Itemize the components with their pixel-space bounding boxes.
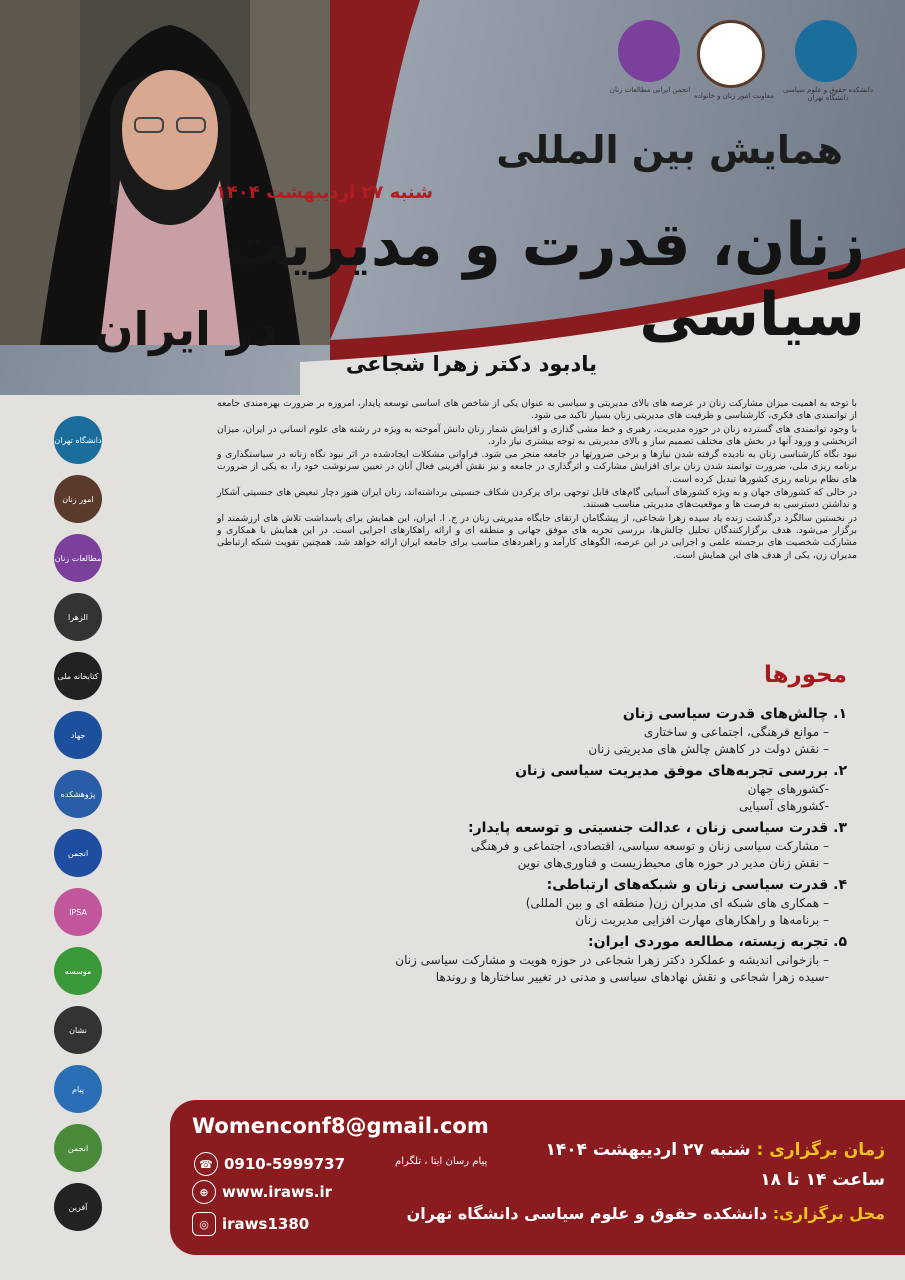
- axis-heading: ۳. قدرت سیاسی زنان ، عدالت جنسیتی و توسعه پایدار:: [467, 820, 847, 836]
- event-place-label: محل برگزاری:: [772, 1204, 885, 1223]
- intro-paragraph: نبود نگاه کارشناسی زنان به نادیده گرفته شدن نیازها و برخی ضرورتها در جامعه منجر می شود. فراوانی مشکلات ایجادشده در اثر نبود نگاه زنانه در سیاستگذاری و برنامه ریزی ملی، ضرورت توانمند شدن زنان برای افزایش مشارکت و اثرگذاری در جامعه و نیز نقش آفرینی فعال آنان در تعیین سرنوشت خود را، به یکی از ضرورت های نظام برنامه ریزی کشورها تبدیل کرده است.: [217, 449, 857, 485]
- iranian-womens-studies-logo: [54, 534, 102, 582]
- axis-item: – بازخوانی اندیشه و عملکرد دکتر زهرا شجاعی در حوزه هویت و مشارکت سیاسی زنان: [395, 953, 829, 967]
- axis-item: – برنامه‌ها و راهکارهای مهارت افزایی مدیریت زنان: [575, 913, 829, 927]
- phone-note: پیام رسان ایتا ، تلگرام: [395, 1156, 488, 1167]
- women-family-affairs-logo: [54, 475, 102, 523]
- axis-heading: ۱. چالش‌های قدرت سیاسی زنان: [622, 706, 847, 722]
- intro-paragraph: با وجود توانمندی های گسترده زنان در حوزه مدیریت، رهبری و خط مشی گذاری و افزایش شمار زنان دانش آموخته به ویژه در رشته های علوم انسانی در ایران، میزان اثربخشی و ورود آنها در بخش های مختلف تصمیم ساز و بالای مدیریتی به توجه بیشتری نیاز دارد.: [217, 423, 857, 447]
- axis-section: [287, 934, 847, 984]
- event-time-label: زمان برگزاری :: [756, 1140, 885, 1160]
- memorial-heading: یادبود دکتر زهرا شجاعی: [345, 352, 597, 376]
- sponsor-logo-label: پیام: [71, 1084, 85, 1094]
- intro-paragraph: با توجه به اهمیت میزان مشارکت زنان در عرصه های بالای مدیریتی و سیاسی به عنوان یکی از شاخص های اساسی توسعه پایدار، امروزه بر ضرورت بهره‌مندی جامعه از توانمندی های فکری، کارشناسی و ظرفیت های مدیریتی زنان بسیار تاکید می شود.: [217, 398, 857, 422]
- axis-item: – همکاری های شبکه ای مدیران زن( منطقه ای و بین المللی): [525, 896, 829, 910]
- sponsor-logo-label: انجمن: [67, 848, 89, 858]
- sponsor-logo-label: دانشگاه تهران: [54, 435, 102, 445]
- footer-info-bar: [170, 1100, 905, 1255]
- contact-email[interactable]: Womenconf8@gmail.com: [192, 1114, 489, 1138]
- green-association-logo: [54, 1124, 102, 1172]
- sponsor-logos-column: [52, 416, 102, 1242]
- sponsor-logo-label: مطالعات زنان: [54, 553, 102, 563]
- hero-banner: [0, 0, 905, 395]
- research-institute-logo: [54, 770, 102, 818]
- conference-title-line1: همایش بین المللی: [496, 128, 843, 172]
- conference-title-line2: زنان، قدرت و مدیریت سیاسی: [224, 210, 865, 350]
- conference-title-line3: در ایران: [94, 302, 277, 356]
- women-affairs-logo-top: [697, 20, 765, 88]
- sponsor-logo-label: امور زنان: [62, 494, 94, 504]
- women-affairs-logo-caption: معاونت امور زنان و خانواده: [694, 92, 774, 100]
- university-of-tehran-logo-top: [795, 20, 857, 82]
- axis-heading: ۴. قدرت سیاسی زنان و شبکه‌های ارتباطی:: [546, 877, 847, 893]
- sponsor-logo-label: IPSA: [69, 907, 87, 917]
- axis-section: [287, 706, 847, 756]
- axis-section: [287, 877, 847, 927]
- axis-heading: ۵. تجربه زیسته، مطالعه موردی ایران:: [588, 934, 847, 950]
- event-place: [407, 1204, 885, 1223]
- website-url: www.iraws.ir: [222, 1183, 332, 1201]
- axis-item: -کشورهای جهان: [747, 782, 829, 796]
- contact-website[interactable]: [192, 1180, 332, 1204]
- cultural-studies-association-logo: [54, 829, 102, 877]
- event-time: [545, 1140, 885, 1160]
- sponsor-logo-label: نشان: [69, 1025, 87, 1035]
- axis-item: – مشارکت سیاسی زنان و توسعه سیاسی، اقتصادی، اجتماعی و فرهنگی: [470, 839, 829, 853]
- calligraphy-logo-2: [54, 1183, 102, 1231]
- sponsor-logo-label: الزهرا: [68, 612, 88, 622]
- axis-section: [287, 820, 847, 870]
- axis-item: – موانع فرهنگی، اجتماعی و ساختاری: [643, 725, 829, 739]
- university-logo-caption: دانشکده حقوق و علوم سیاسی دانشگاه تهران: [783, 86, 873, 102]
- womens-studies-logo-caption: انجمن ایرانی مطالعات زنان: [609, 86, 691, 94]
- sponsor-logo-label: جهاد: [70, 730, 86, 740]
- intro-text: [217, 398, 857, 563]
- axis-item: -سیده زهرا شجاعی و نقش نهادهای سیاسی و مدنی در تغییر ساختارها و روندها: [435, 970, 829, 984]
- sponsor-logo-label: پژوهشکده: [60, 789, 96, 799]
- event-hours: ساعت ۱۴ تا ۱۸: [760, 1170, 885, 1190]
- intro-paragraph: در حالی که کشورهای جهان و به ویژه کشورهای آسیایی گام‌های قابل توجهی برای پرکردن شکاف جنسیتی برداشته‌اند، زنان ایران هنوز دچار تبعیض های جنسیتی آشکار و نداشتن دسترسی به فرصت ها و موقعیت‌های مدیریتی مناسب هستند.: [217, 487, 857, 511]
- sponsor-logo-label: آفرین: [68, 1202, 88, 1212]
- intro-paragraph: در نخستین سالگرد درگذشت زنده یاد سیده زهرا شجاعی، از پیشگامان ارتقای جایگاه مدیریتی زنان در ج. ا. ایران، این همایش برای پاسداشت تلاش های ارزشمند او برگزار می‌شود. هدف برگزارکنندگان تحلیل چالش‌ها، بررسی تجربه های موفق جهانی و منطقه ای و ارائه راهکارهای اجرایی است. در این همایش با همکاری و مشارکت شخصیت های برجسته علمی و اجرایی در این عرصه، الگوهای کارآمد و راهبردهای مناسب برای جامعه ایران ارائه خواهد شد. همچنین تقویت شبکه ارتباطی مدیران زن، یکی از هدف های این همایش است.: [217, 512, 857, 561]
- green-institute-logo: [54, 947, 102, 995]
- phone-icon: ☎: [194, 1152, 218, 1176]
- axes-title: محورها: [763, 662, 847, 688]
- axis-item: – نقش دولت در کاهش چالش های مدیریتی زنان: [588, 742, 829, 756]
- jahad-daneshgahi-logo: [54, 711, 102, 759]
- ipsa-committee-logo: [54, 888, 102, 936]
- calligraphy-logo-1: [54, 1006, 102, 1054]
- instagram-icon: ◎: [192, 1212, 216, 1236]
- contact-instagram[interactable]: [192, 1212, 309, 1236]
- globe-icon: ⊕: [192, 1180, 216, 1204]
- axis-item: – نقش زنان مدیر در حوزه های محیط‌زیست و فناوری‌های نوین: [517, 856, 829, 870]
- axes-list: [287, 706, 847, 991]
- university-of-tehran-logo: [54, 416, 102, 464]
- event-place-value: دانشکده حقوق و علوم سیاسی دانشگاه تهران: [406, 1204, 768, 1223]
- sponsor-logo-label: کتابخانه ملی: [57, 671, 99, 681]
- axis-section: [287, 763, 847, 813]
- payam-logo: [54, 1065, 102, 1113]
- axis-item: -کشورهای آسیایی: [739, 799, 829, 813]
- contact-phone[interactable]: [194, 1152, 345, 1176]
- sponsor-logo-label: موسسه: [64, 966, 92, 976]
- event-time-value: شنبه ۲۷ اردیبهشت ۱۴۰۴: [545, 1140, 751, 1160]
- phone-number: 0910-5999737: [224, 1155, 346, 1173]
- alzahra-university-logo: [54, 593, 102, 641]
- instagram-handle: iraws1380: [222, 1215, 310, 1233]
- national-library-logo: [54, 652, 102, 700]
- womens-studies-logo-top: [618, 20, 680, 82]
- conference-date-top: شنبه ۲۷ اردیبهشت ۱۴۰۴: [215, 182, 433, 203]
- axis-heading: ۲. بررسی تجربه‌های موفق مدیریت سیاسی زنان: [515, 763, 847, 779]
- sponsor-logo-label: انجمن: [67, 1143, 89, 1153]
